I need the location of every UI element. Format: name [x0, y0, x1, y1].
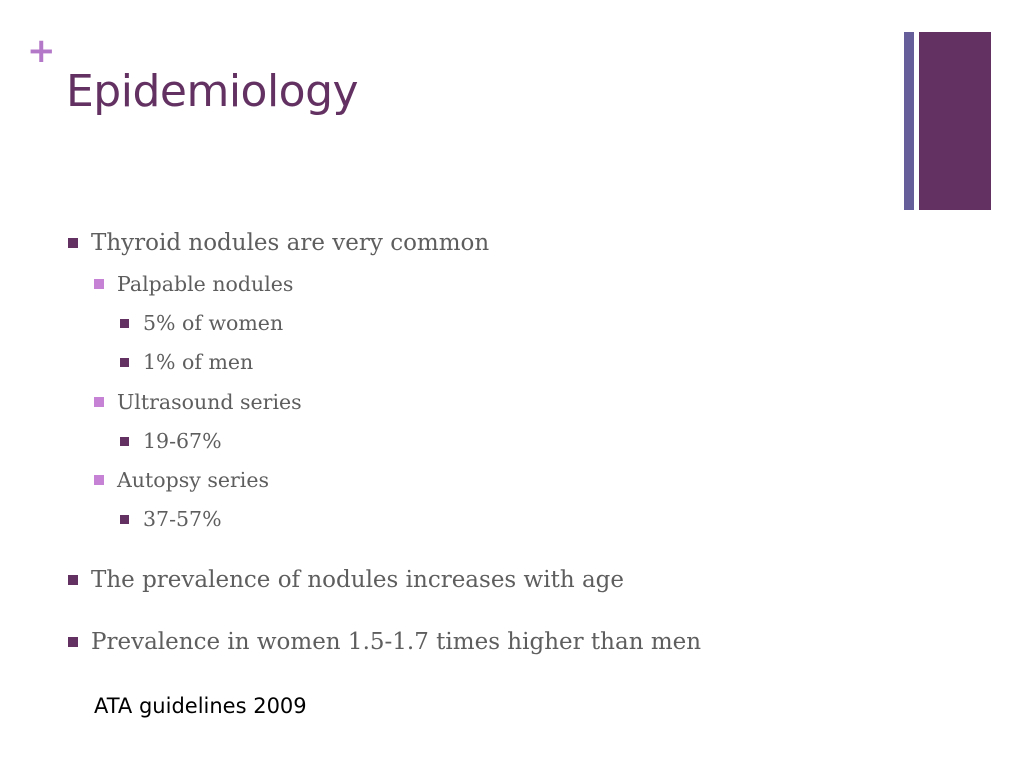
slide-title: Epidemiology: [66, 66, 359, 117]
bullet-text: Prevalence in women 1.5-1.7 times higher than men: [91, 629, 702, 655]
bullet-text: Autopsy series: [117, 468, 269, 492]
bullet-text: 19-67%: [143, 429, 222, 453]
bullet-text: Ultrasound series: [117, 390, 302, 414]
square-bullet-icon: [94, 397, 104, 407]
sub-sub-bullet-item: [120, 429, 222, 453]
square-bullet-icon: [120, 319, 129, 328]
source-citation: ATA guidelines 2009: [94, 694, 307, 718]
sub-sub-bullet-item: [120, 311, 283, 335]
bullet-item: [68, 629, 701, 655]
square-bullet-icon: [94, 279, 104, 289]
sub-sub-bullet-item: [120, 507, 222, 531]
bullet-text: 37-57%: [143, 507, 222, 531]
bullet-text: 1% of men: [143, 350, 254, 374]
bullet-item: [68, 567, 624, 593]
square-bullet-icon: [68, 637, 78, 647]
sub-sub-bullet-item: [120, 350, 253, 374]
square-bullet-icon: [94, 475, 104, 485]
square-bullet-icon: [120, 515, 129, 524]
accent-bar-thin: [904, 32, 914, 210]
bullet-text: Palpable nodules: [117, 272, 294, 296]
plus-icon: +: [27, 31, 56, 71]
square-bullet-icon: [68, 575, 78, 585]
square-bullet-icon: [68, 238, 78, 248]
bullet-item: [68, 230, 489, 256]
sub-bullet-item: [94, 390, 302, 414]
accent-bar-thick: [919, 32, 991, 210]
square-bullet-icon: [120, 358, 129, 367]
square-bullet-icon: [120, 437, 129, 446]
sub-bullet-item: [94, 468, 269, 492]
bullet-text: 5% of women: [143, 311, 284, 335]
sub-bullet-item: [94, 272, 293, 296]
bullet-text: Thyroid nodules are very common: [91, 230, 490, 256]
bullet-text: The prevalence of nodules increases with age: [91, 567, 624, 593]
